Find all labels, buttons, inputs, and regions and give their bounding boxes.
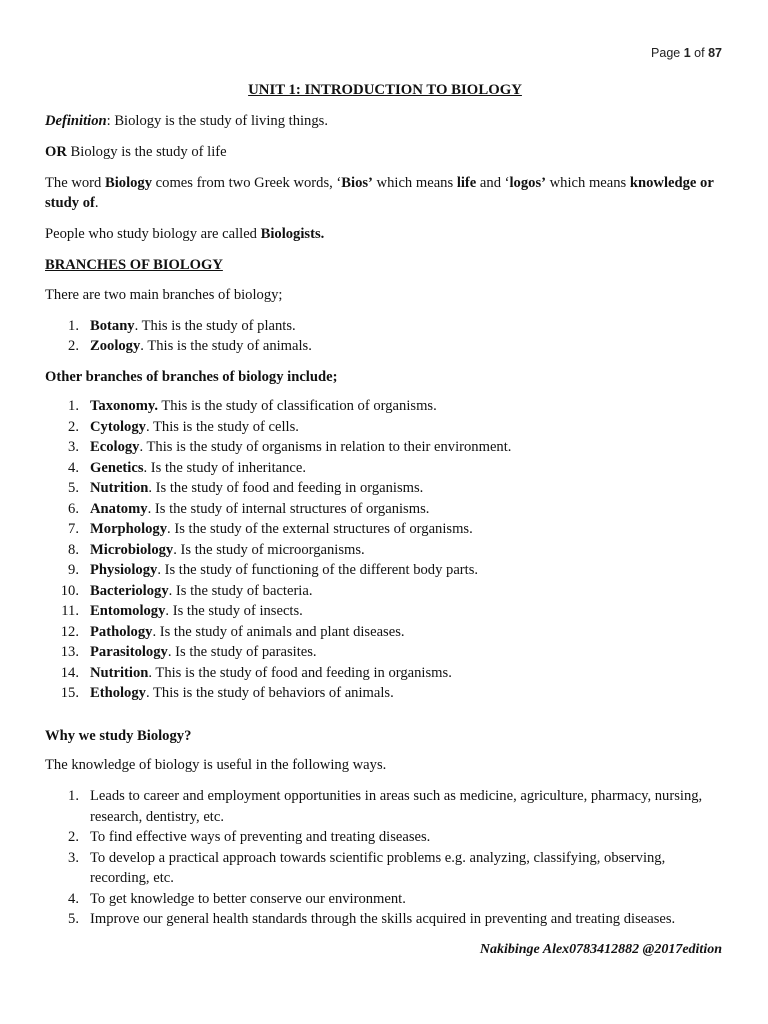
list-number: 3.	[68, 849, 79, 866]
branch-description: . This is the study of food and feeding in organisms.	[148, 664, 452, 681]
origin-bold: life	[456, 174, 477, 191]
list-number: 14.	[60, 664, 79, 681]
branch-term: Ethology	[90, 685, 146, 701]
page-of: of	[694, 46, 705, 60]
list-item	[45, 560, 725, 581]
branch-description: . This is the study of organisms in relation to their environment.	[139, 439, 512, 455]
list-item	[45, 417, 725, 438]
branch-term: Taxonomy.	[90, 398, 158, 414]
branch-description: . Is the study of bacteria.	[168, 582, 313, 599]
reason-text: To develop a practical approach towards scientific problems e.g. analyzing, classifying, observing, recording, etc.	[90, 849, 666, 886]
branch-description: . Is the study of insects.	[165, 603, 303, 619]
branch-description: This is the study of classification of organisms.	[158, 398, 437, 414]
branch-term: Anatomy	[90, 500, 148, 517]
list-item	[45, 499, 725, 520]
other-branches-heading: Other branches of branches of biology include;	[45, 368, 338, 385]
list-item	[45, 909, 725, 930]
branch-term: Botany	[90, 317, 135, 334]
list-number: 1.	[68, 398, 79, 414]
branch-description: . Is the study of inheritance.	[143, 459, 307, 476]
list-item	[45, 316, 725, 337]
origin-text: and ‘	[476, 174, 510, 191]
origin-bold: logos’	[509, 174, 546, 191]
main-branches-intro: There are two main branches of biology;	[45, 286, 283, 303]
list-number: 2.	[68, 338, 79, 354]
biologists-text: People who study biology are called	[45, 226, 261, 242]
branch-term: Parasitology	[90, 644, 168, 660]
list-item	[45, 683, 725, 704]
list-item	[45, 622, 725, 643]
why-points-list	[45, 786, 725, 930]
list-item	[45, 336, 725, 357]
or-text: Biology is the study of life	[66, 143, 227, 160]
list-number: 15.	[60, 685, 79, 701]
branch-description: . This is the study of cells.	[145, 418, 299, 435]
branch-term: Pathology	[90, 623, 153, 640]
branch-description: . Is the study of parasites.	[167, 644, 317, 660]
page-title: UNIT 1: INTRODUCTION TO BIOLOGY	[248, 82, 522, 98]
list-item	[45, 786, 725, 827]
list-number: 12.	[60, 623, 79, 640]
list-item	[45, 663, 725, 684]
origin-bold: knowledge or study of	[45, 174, 714, 211]
list-number: 7.	[68, 521, 79, 537]
list-number: 4.	[68, 459, 79, 476]
biologists-bold: Biologists.	[260, 226, 325, 242]
list-item	[45, 540, 725, 561]
list-number: 11.	[61, 603, 79, 619]
list-number: 4.	[68, 890, 79, 907]
list-item	[45, 889, 725, 910]
document-body	[45, 80, 725, 940]
origin-text: which means	[545, 174, 630, 191]
list-number: 9.	[68, 562, 79, 578]
other-branches-list	[45, 396, 725, 704]
reason-text: To get knowledge to better conserve our environment.	[90, 890, 406, 907]
word-origin-paragraph	[45, 173, 725, 214]
branch-description: . This is the study of plants.	[134, 317, 296, 334]
why-intro: The knowledge of biology is useful in the following ways.	[45, 757, 387, 773]
branch-description: . Is the study of internal structures of organisms.	[147, 500, 430, 517]
definition-paragraph	[45, 111, 725, 132]
why-heading: Why we study Biology?	[45, 727, 192, 744]
list-number: 1.	[68, 788, 79, 804]
list-number: 3.	[68, 439, 79, 455]
origin-bold: Bios’	[341, 174, 373, 191]
or-paragraph	[45, 142, 725, 163]
definition-label: Definition	[45, 112, 107, 129]
biologists-paragraph	[45, 224, 725, 245]
branches-heading: BRANCHES OF BIOLOGY	[45, 257, 223, 273]
list-item	[45, 601, 725, 622]
branch-description: . Is the study of animals and plant diseases.	[152, 623, 405, 640]
branch-term: Microbiology	[90, 541, 174, 558]
list-number: 5.	[68, 911, 79, 927]
footer-credit: Nakibinge Alex0783412882 @2017edition	[479, 942, 722, 957]
branch-description: . Is the study of food and feeding in organisms.	[148, 480, 424, 496]
origin-bold: Biology	[104, 174, 153, 191]
list-number: 1.	[68, 317, 79, 334]
origin-text: The word	[45, 174, 105, 191]
list-number: 13.	[60, 644, 79, 660]
page-number	[651, 46, 722, 60]
branch-description: . Is the study of the external structures of organisms.	[167, 521, 473, 537]
origin-text: .	[94, 195, 99, 211]
list-item	[45, 827, 725, 848]
origin-text: comes from two Greek words, ‘	[152, 174, 342, 191]
list-number: 6.	[68, 500, 79, 517]
branch-term: Bacteriology	[90, 582, 169, 599]
list-item	[45, 848, 725, 889]
branch-term: Entomology	[90, 603, 166, 619]
branch-description: . Is the study of microorganisms.	[173, 541, 365, 558]
reason-text: To find effective ways of preventing and treating diseases.	[90, 829, 431, 845]
list-item	[45, 458, 725, 479]
branch-description: . This is the study of behaviors of animals.	[145, 685, 394, 701]
reason-text: Improve our general health standards through the skills acquired in preventing and treating diseases.	[90, 911, 676, 927]
list-item	[45, 396, 725, 417]
page-label: Page	[651, 46, 681, 60]
definition-text: : Biology is the study of living things.	[106, 112, 328, 129]
branch-term: Nutrition	[90, 480, 149, 496]
list-item	[45, 478, 725, 499]
branch-term: Zoology	[90, 338, 141, 354]
list-item	[45, 642, 725, 663]
list-number: 8.	[68, 541, 79, 558]
list-number: 10.	[60, 582, 79, 599]
branch-term: Physiology	[90, 562, 158, 578]
main-branches-list	[45, 316, 725, 357]
reason-text: Leads to career and employment opportunities in areas such as medicine, agriculture, pharmacy, nursing, research, dentistry, etc.	[90, 788, 703, 825]
or-label: OR	[45, 143, 67, 160]
branch-term: Genetics	[90, 459, 144, 476]
branch-description: . This is the study of animals.	[140, 338, 312, 354]
page-current: 1	[683, 46, 691, 60]
list-number: 2.	[68, 418, 79, 435]
list-item	[45, 581, 725, 602]
list-number: 5.	[68, 480, 79, 496]
branch-term: Cytology	[90, 418, 146, 435]
list-item	[45, 437, 725, 458]
branch-term: Ecology	[90, 439, 140, 455]
page-total: 87	[708, 46, 722, 60]
branch-term: Nutrition	[90, 664, 149, 681]
list-item	[45, 519, 725, 540]
list-number: 2.	[68, 829, 79, 845]
branch-description: . Is the study of functioning of the different body parts.	[157, 562, 479, 578]
origin-text: which means	[372, 174, 457, 191]
branch-term: Morphology	[90, 521, 168, 537]
